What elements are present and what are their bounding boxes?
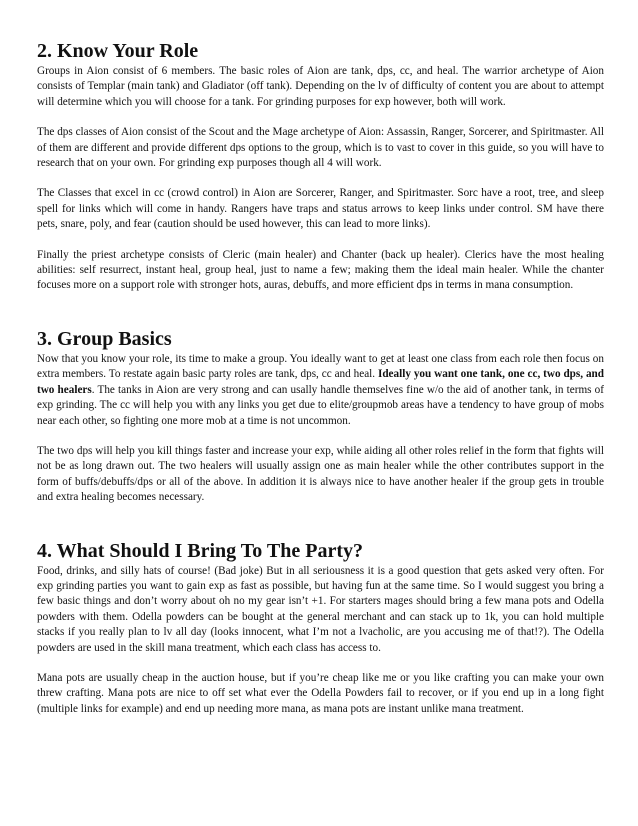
section-heading-group-basics: 3. Group Basics — [37, 327, 172, 350]
paragraph: The Classes that excel in cc (crowd control) in Aion are Sorcerer, Ranger, and Spiritmaster. Sorc have a root, tree, and sleep spell for links which will come in handy. Rangers have traps and status arrows to keep links under control. SM have there pets, snare, poly, and fear (caution should be used however, this can lead to more links). — [37, 187, 604, 231]
paragraph: Groups in Aion consist of 6 members. The basic roles of Aion are tank, dps, cc, and heal. The warrior archetype of Aion consists of Templar (main tank) and Gladiator (off tank). Depending on the lv of difficulty of content you are about to attempt will determine which you will choose for a tank. For grinding purposes for exp however, both will work. — [37, 65, 604, 108]
paragraph-text: Now that you know your role, its time to make a group. You ideally want to get at least one class from each role then focus on extra members. To restate again basic party roles are tank, dps, cc and heal. — [37, 352, 604, 381]
paragraph: Food, drinks, and silly hats of course! (Bad joke) But in all seriousness it is a good question that gets asked very often. For exp grinding parties you want to gain exp as fast as possible, but having fun at the same time. So I would suggest you bring a few basic things and don’t worry about oh no my gear isn’t +1. For starters mages should bring a few mana pots and Odella powders with them. Odella powders can be bought at the general merchant and can stack up to 1k, you can hold multiple stacks if you really plan to lv all day (looks innocent, what I’m not a lvacholic, are you accusing me of that!?). The Odella powders are used in the skill mana treatment, which each class has access to. — [37, 564, 604, 654]
paragraph-bold-text: Ideally you want one tank, one cc, two dps, and two healers — [37, 368, 604, 396]
paragraph: Mana pots are usually cheap in the auction house, but if you’re cheap like me or you like crafting you can make your own threw crafting. Mana pots are nice to off set what ever the Odella Powders fail to recover, or if you end up in a long fight (multiple links for example) and end up needing more mana, as mana pots are instant unlike mana treatment. — [37, 671, 604, 715]
paragraph: Finally the priest archetype consists of Cleric (main healer) and Chanter (back up healer). Clerics have the most healing abilities: self resurrect, instant heal, group heal, just to name a few; making them the ideal main healer. While the chanter focuses more on a support role with stronger hots, auras, debuffs, and more efficient dps in terms in mana consumption. — [37, 248, 604, 292]
paragraph — [37, 352, 604, 429]
section-heading-know-your-role: 2. Know Your Role — [37, 40, 199, 62]
paragraph-text: . The tanks in Aion are very strong and can usally handle themselves fine w/o the aid of another tank, in terms of exp grinding. The cc will help you with any links you get due to elite/groupmob areas have a tendency to have group of mobs near each other, so fighting one more mob at a time is not uncommon. — [37, 383, 604, 427]
paragraph: The dps classes of Aion consist of the Scout and the Mage archetype of Aion: Assassin, Ranger, Sorcerer, and Spiritmaster. All of them are different and provide different dps options to the group, which is to vast to cover in this guide, so you will have to research that on your own. For grinding exp purposes though all 4 will work. — [37, 126, 604, 170]
section-heading-what-to-bring: 4. What Should I Bring To The Party? — [37, 539, 364, 562]
paragraph: The two dps will help you kill things faster and increase your exp, while aiding all other roles relief in the form that fights will not be as long drawn out. The two healers will usually assign one as main healer while the other contributes support in the form of buffs/debuffs/dps or all of the above. In addition it is always nice to have another healer if the group gets in trouble and extra healing becomes necessary. — [37, 444, 604, 504]
